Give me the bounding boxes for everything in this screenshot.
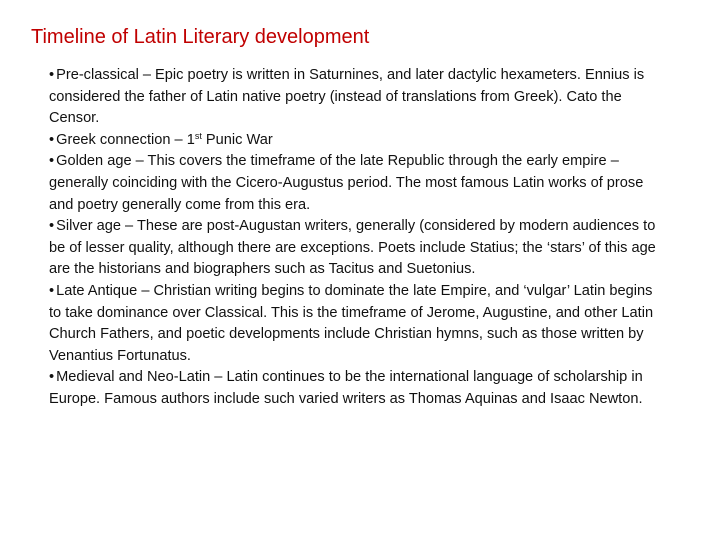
bullet-marker: •	[49, 369, 55, 386]
bullet-text-continued: Punic War	[201, 131, 273, 148]
bullet-item-greek-connection	[49, 130, 667, 152]
bullet-marker: •	[49, 67, 55, 83]
bullet-item-late-antique	[49, 281, 667, 367]
bullet-marker: •	[49, 218, 55, 235]
bullet-marker: •	[49, 282, 55, 299]
bullet-item-pre-classical	[49, 65, 667, 130]
bullet-marker: •	[49, 131, 55, 148]
bullet-text: Golden age – This covers the timeframe of the late Republic through the early empire – generally coinciding with the Cicero-Augustus period. The most famous Latin works of prose and poetry generally come from this era.	[49, 153, 644, 213]
bullet-text: Medieval and Neo-Latin – Latin continues to be the international language of scholarship in Europe. Famous authors include such varied writers as Thomas Aquinas and Isaac Newton.	[49, 369, 643, 407]
bullet-item-silver-age	[49, 216, 667, 281]
slide-title: Timeline of Latin Literary development	[31, 26, 370, 48]
bullet-item-golden-age	[49, 151, 667, 216]
bullet-item-medieval-neo-latin	[49, 367, 667, 410]
bullet-marker: •	[49, 153, 55, 170]
bullet-list	[49, 65, 667, 411]
bullet-text: Late Antique – Christian writing begins to dominate the late Empire, and ‘vulgar’ Latin begins to take dominance over Classical. This is the timeframe of Jerome, Augustine, and other Latin Church Fathers, and poetic developments include Christian hymns, such as those written by Venantius Fortunatus.	[49, 282, 654, 364]
bullet-text: Greek connection – 1	[56, 131, 195, 148]
bullet-text: Silver age – These are post-Augustan writers, generally (considered by modern audiences to be of lesser quality, although there are exceptions. Poets include Statius; the ‘stars’ of this age are the historians and biographers such as Tacitus and Suetonius.	[49, 218, 656, 278]
ordinal-suffix: st	[194, 130, 202, 141]
bullet-text: Pre-classical – Epic poetry is written in Saturnines, and later dactylic hexameters. Ennius is considered the father of Latin native poetry (instead of translations from Greek). Cato the Censor.	[49, 67, 645, 127]
